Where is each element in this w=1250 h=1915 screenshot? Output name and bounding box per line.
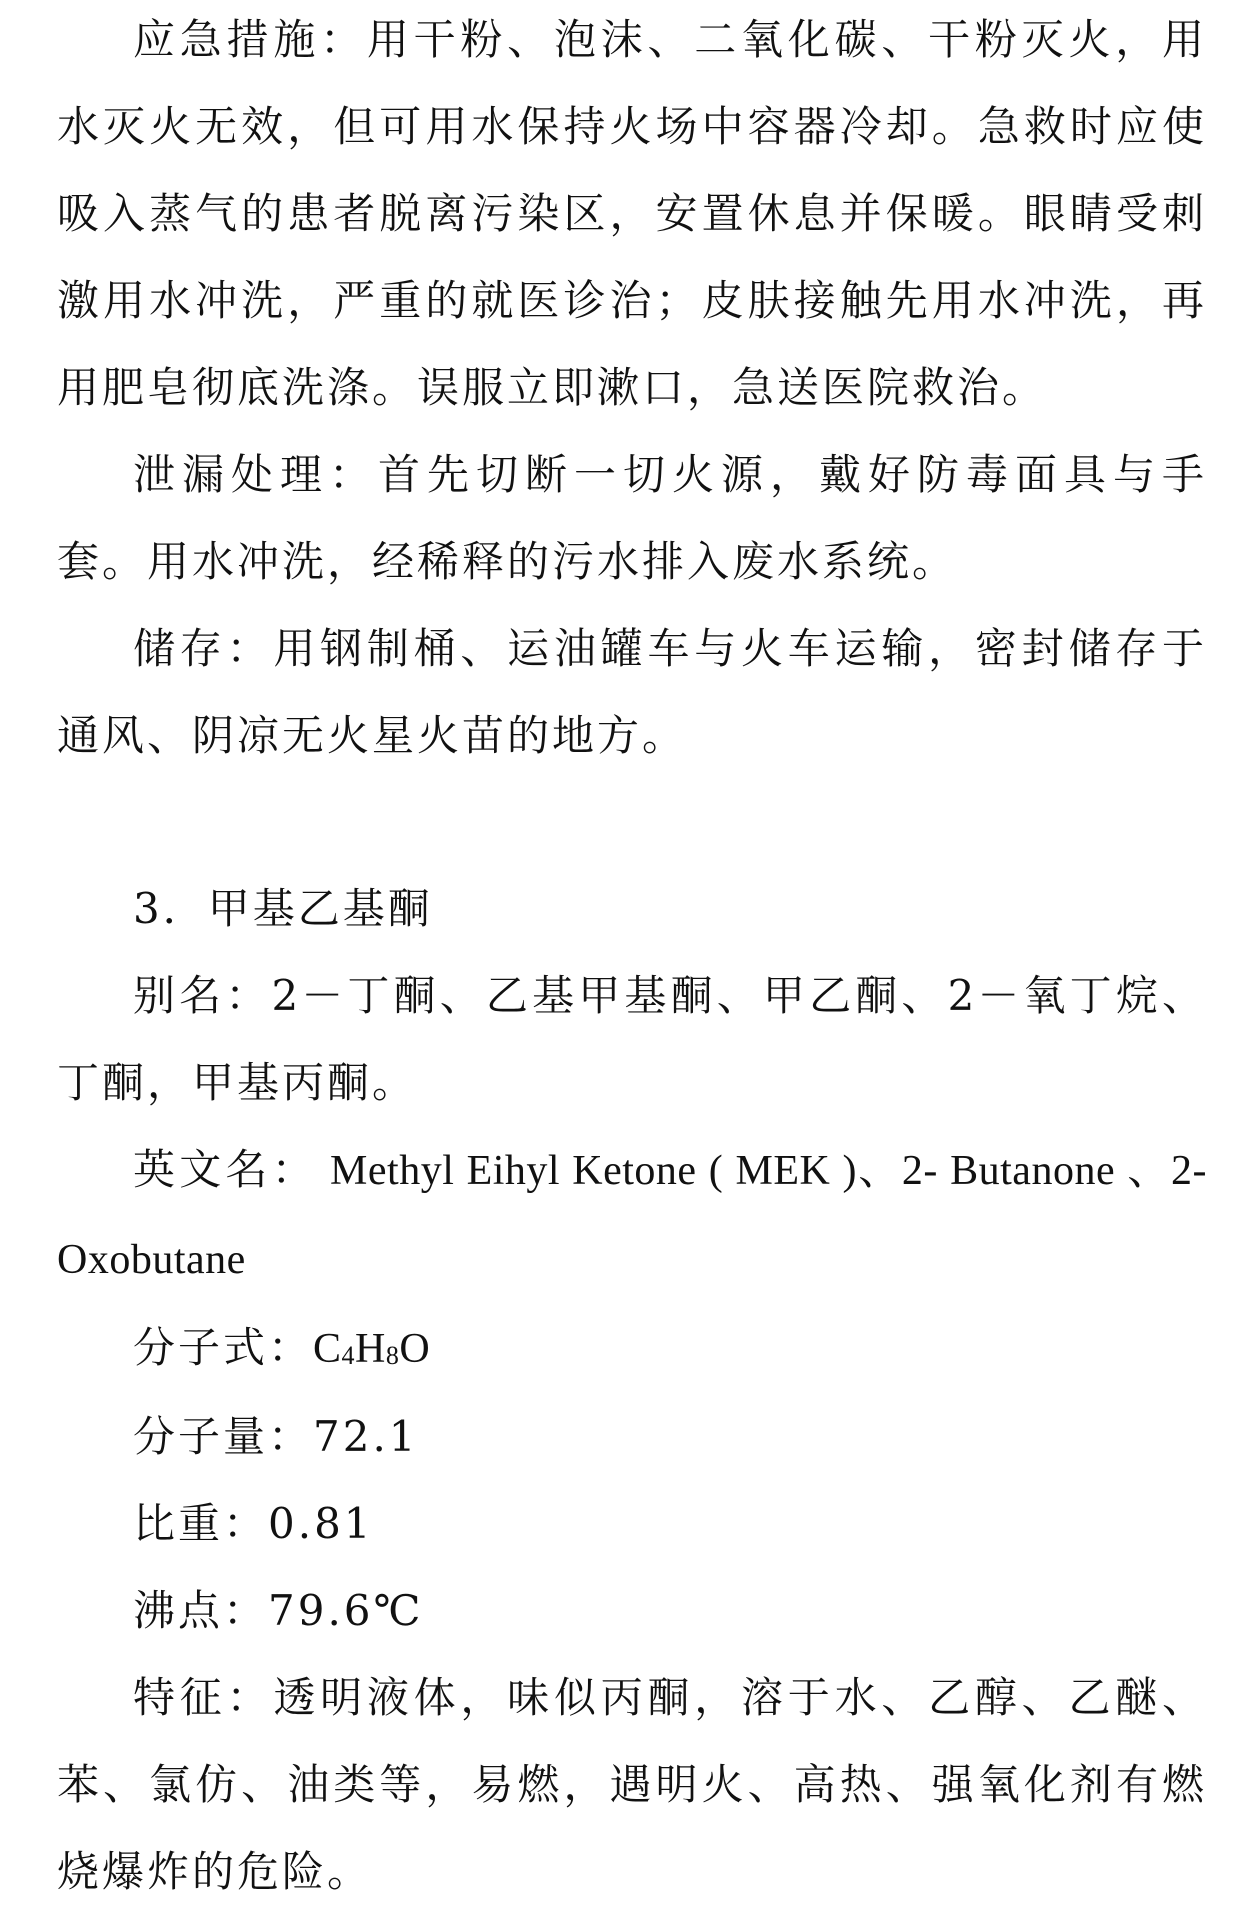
molecular-formula-paragraph xyxy=(57,1304,1207,1393)
molecular-formula-label: 分子式： xyxy=(133,1323,314,1372)
english-name-value: Methyl Eihyl Ketone ( MEK )、2- Butanone 、2-Oxobutane xyxy=(57,1148,1207,1283)
molecular-formula-value: $C_4H_8O$ xyxy=(313,1326,431,1372)
leak-handling-paragraph: 泄漏处理：首先切断一切火源，戴好防毒面具与手套。用水冲洗，经稀释的污水排入废水系统。 xyxy=(57,450,1207,586)
emergency-measures-paragraph: 应急措施：用干粉、泡沫、二氧化碳、干粉灭火，用水灭火无效，但可用水保持火场中容器冷却。急救时应使吸入蒸气的患者脱离污染区，安置休息并保暖。眼睛受刺激用水冲洗，严重的就医诊治；皮肤接触先用水冲洗，再用肥皂彻底洗涤。误服立即漱口，急送医院救治。 xyxy=(57,15,1207,412)
english-name-paragraph xyxy=(57,1126,1207,1304)
specific-gravity-paragraph: 比重：0.81 xyxy=(133,1499,374,1548)
document-page xyxy=(57,0,1207,1915)
molecular-weight-paragraph: 分子量：72.1 xyxy=(133,1412,419,1461)
storage-paragraph: 储存：用钢制桶、运油罐车与火车运输，密封储存于通风、阴凉无火星火苗的地方。 xyxy=(57,624,1207,760)
alias-paragraph: 别名：2－丁酮、乙基甲基酮、甲乙酮、2－氧丁烷、丁酮，甲基丙酮。 xyxy=(57,971,1207,1107)
boiling-point-paragraph: 沸点：79.6℃ xyxy=(133,1586,424,1635)
english-name-label: 英文名： xyxy=(133,1145,318,1194)
section-heading: 3．甲基乙基酮 xyxy=(133,884,433,933)
features-paragraph: 特征：透明液体，味似丙酮，溶于水、乙醇、乙醚、苯、氯仿、油类等，易燃，遇明火、高热、强氧化剂有燃烧爆炸的危险。 xyxy=(57,1673,1207,1896)
